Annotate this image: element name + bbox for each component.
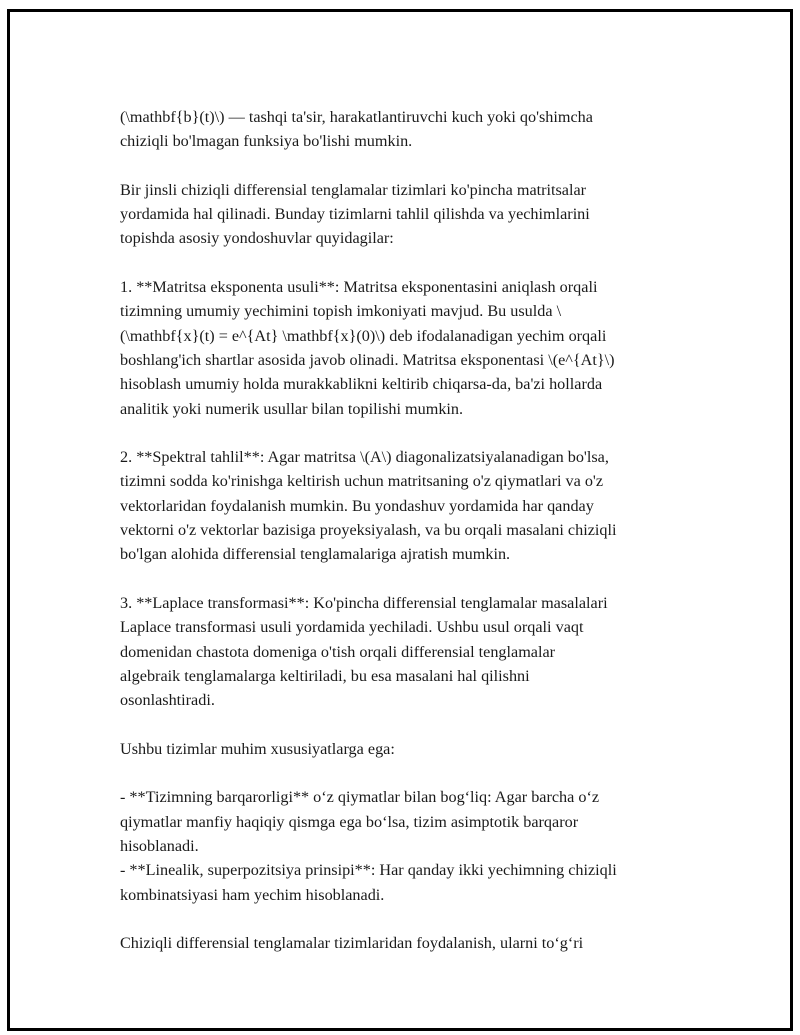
paragraph-properties-intro [120,737,695,761]
text-line: Chiziqli differensial tenglamalar tizimlaridan foydalanish, ularni to‘g‘ri [120,934,584,953]
text-line: osonlashtiradi. [120,691,215,710]
paragraph-matrix-exponent [120,275,695,421]
text-line: hisoblash umumiy holda murakkablikni keltirib chiqarsa-da, ba'zi hollarda [120,375,603,394]
text-line: qiymatlar manfiy haqiqiy qismga ega bo‘lsa, tizim asimptotik barqaror [120,812,579,831]
text-line: analitik yoki numerik usullar bilan topilishi mumkin. [120,399,464,418]
paragraph-spectral-analysis [120,445,695,566]
text-line: domenidan chastota domeniga o'tish orqali differensial tenglamalar [120,642,556,661]
text-line: - **Linealik, superpozitsiya prinsipi**: Har qanday ikki yechimning chiziqli [120,861,617,880]
text-line: tizimni sodda ko'rinishga keltirish uchun matritsaning o'z qiymatlari va o'z [120,472,604,491]
text-line: (\mathbf{b}(t)\) — tashqi ta'sir, harakatlantiruvchi kuch yoki qo'shimcha [120,108,593,126]
text-line: - **Tizimning barqarorligi** o‘z qiymatlar bilan bog‘liq: Agar barcha o‘z [120,788,600,807]
text-line: kombinatsiyasi ham yechim hisoblanadi. [120,885,385,904]
text-line: 3. **Laplace transformasi**: Ko'pincha differensial tenglamalar masalalari [120,593,608,612]
text-line: vektorni o'z vektorlar bazisiga proyeksiyalash, va bu orqali masalani chiziqli [120,521,617,540]
text-line: algebraik tenglamalarga keltiriladi, bu esa masalani hal qilishni [120,666,530,685]
text-line: Ushbu tizimlar muhim xususiyatlarga ega: [120,739,395,758]
text-line: tizimning umumiy yechimini topish imkoniyati mavjud. Bu usulda \ [120,302,562,321]
text-line: bo'lgan alohida differensial tenglamalariga ajratish mumkin. [120,545,511,564]
text-line: hisoblanadi. [120,836,199,855]
paragraph-laplace [120,591,695,712]
paragraph-1 [120,105,695,154]
text-line: Bir jinsli chiziqli differensial tenglamalar tizimlari ko'pincha matritsalar [120,180,587,199]
text-line: 1. **Matritsa eksponenta usuli**: Matritsa eksponentasini aniqlash orqali [120,278,598,297]
text-line: boshlang'ich shartlar asosida javob olinadi. Matritsa eksponentasi \(e^{At}\) [120,350,615,369]
paragraph-2 [120,178,695,251]
text-line: topishda asosiy yondoshuvlar quyidagilar: [120,229,394,248]
text-line: Laplace transformasi usuli yordamida yechiladi. Ushbu usul orqali vaqt [120,618,584,637]
paragraph-final [120,931,695,955]
page-frame [7,9,793,1031]
text-line: chiziqli bo'lmagan funksiya bo'lishi mumkin. [120,132,413,151]
text-line: (\mathbf{x}(t) = e^{At} \mathbf{x}(0)\) deb ifodalanadigan yechim orqali [120,326,607,345]
text-line: yordamida hal qilinadi. Bunday tizimlarni tahlil qilishda va yechimlarini [120,205,590,224]
paragraph-properties-list [120,785,695,906]
text-line: vektorlaridan foydalanish mumkin. Bu yondashuv yordamida har qanday [120,496,594,515]
document-body [120,105,695,980]
text-line: 2. **Spektral tahlil**: Agar matritsa \(A\) diagonalizatsiyalanadigan bo'lsa, [120,448,609,467]
